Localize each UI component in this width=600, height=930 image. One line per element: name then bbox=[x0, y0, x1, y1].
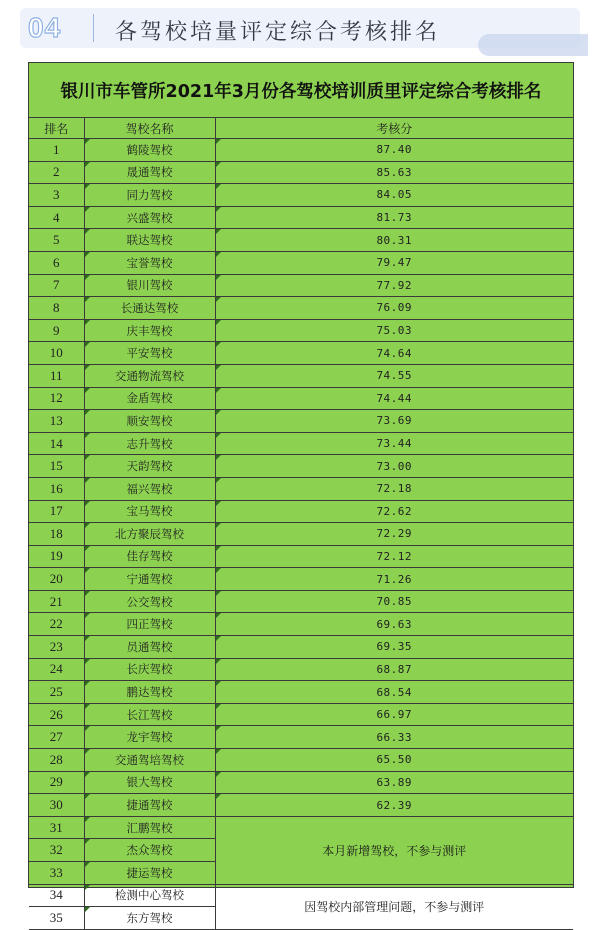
table-row bbox=[29, 523, 573, 546]
score-cell: 73.00 bbox=[215, 455, 573, 478]
score-cell: 69.63 bbox=[215, 613, 573, 636]
table-row bbox=[29, 816, 573, 839]
score-cell: 74.55 bbox=[215, 364, 573, 387]
score-cell: 84.05 bbox=[215, 184, 573, 207]
rank-cell: 2 bbox=[29, 161, 84, 184]
table-row bbox=[29, 387, 573, 410]
school-name-cell: 长通达驾校 bbox=[84, 297, 215, 320]
school-name-cell: 天韵驾校 bbox=[84, 455, 215, 478]
score-cell: 76.09 bbox=[215, 297, 573, 320]
rank-cell: 17 bbox=[29, 500, 84, 523]
score-cell: 79.47 bbox=[215, 251, 573, 274]
rank-cell: 13 bbox=[29, 410, 84, 433]
section-decoration bbox=[478, 34, 588, 56]
rank-cell: 26 bbox=[29, 703, 84, 726]
school-name-cell: 平安驾校 bbox=[84, 342, 215, 365]
school-name-cell: 福兴驾校 bbox=[84, 477, 215, 500]
score-cell: 80.31 bbox=[215, 229, 573, 252]
rank-cell: 19 bbox=[29, 545, 84, 568]
rank-cell: 3 bbox=[29, 184, 84, 207]
school-name-cell: 公交驾校 bbox=[84, 590, 215, 613]
table-row bbox=[29, 432, 573, 455]
school-name-cell: 顺安驾校 bbox=[84, 410, 215, 433]
table-row bbox=[29, 568, 573, 591]
header-name: 驾校名称 bbox=[84, 118, 215, 139]
rank-cell: 18 bbox=[29, 523, 84, 546]
school-name-cell: 晟通驾校 bbox=[84, 161, 215, 184]
school-name-cell: 兴盛驾校 bbox=[84, 206, 215, 229]
table-row bbox=[29, 613, 573, 636]
school-name-cell: 长庆驾校 bbox=[84, 658, 215, 681]
score-cell: 73.44 bbox=[215, 432, 573, 455]
table-row bbox=[29, 364, 573, 387]
new-schools-note: 本月新增驾校，不参与测评 bbox=[215, 816, 573, 884]
score-cell: 73.69 bbox=[215, 410, 573, 433]
school-name-cell: 鹤陵驾校 bbox=[84, 139, 215, 162]
rank-cell: 33 bbox=[29, 862, 84, 885]
score-cell: 66.97 bbox=[215, 703, 573, 726]
school-name-cell: 四正驾校 bbox=[84, 613, 215, 636]
section-title: 各驾校培量评定综合考核排名 bbox=[115, 20, 441, 45]
table-row bbox=[29, 455, 573, 478]
school-name-cell: 交通物流驾校 bbox=[84, 364, 215, 387]
header-score: 考核分 bbox=[215, 118, 573, 139]
score-cell: 71.26 bbox=[215, 568, 573, 591]
rank-cell: 12 bbox=[29, 387, 84, 410]
table-row bbox=[29, 139, 573, 162]
school-name-cell: 庆丰驾校 bbox=[84, 319, 215, 342]
table-row bbox=[29, 410, 573, 433]
score-cell: 72.18 bbox=[215, 477, 573, 500]
school-name-cell: 龙宇驾校 bbox=[84, 726, 215, 749]
table-row bbox=[29, 161, 573, 184]
rank-cell: 24 bbox=[29, 658, 84, 681]
score-cell: 74.44 bbox=[215, 387, 573, 410]
rank-cell: 20 bbox=[29, 568, 84, 591]
rank-cell: 1 bbox=[29, 139, 84, 162]
school-name-cell: 杰众驾校 bbox=[84, 839, 215, 862]
table-row bbox=[29, 658, 573, 681]
section-divider bbox=[93, 14, 94, 42]
rank-cell: 34 bbox=[29, 884, 84, 907]
rank-cell: 35 bbox=[29, 907, 84, 930]
score-cell: 65.50 bbox=[215, 749, 573, 772]
table-row bbox=[29, 794, 573, 817]
table-row bbox=[29, 726, 573, 749]
rank-cell: 22 bbox=[29, 613, 84, 636]
score-cell: 68.87 bbox=[215, 658, 573, 681]
rank-cell: 10 bbox=[29, 342, 84, 365]
table-row bbox=[29, 251, 573, 274]
rank-cell: 15 bbox=[29, 455, 84, 478]
table-row bbox=[29, 319, 573, 342]
school-name-cell: 交通驾培驾校 bbox=[84, 749, 215, 772]
section-header bbox=[20, 8, 580, 48]
table-row bbox=[29, 636, 573, 659]
score-cell: 75.03 bbox=[215, 319, 573, 342]
ranking-table bbox=[28, 62, 574, 925]
rank-cell: 6 bbox=[29, 251, 84, 274]
school-name-cell: 宁通驾校 bbox=[84, 568, 215, 591]
school-name-cell: 员通驾校 bbox=[84, 636, 215, 659]
school-name-cell: 捷通驾校 bbox=[84, 794, 215, 817]
school-name-cell: 检测中心驾校 bbox=[84, 884, 215, 907]
table-row bbox=[29, 703, 573, 726]
score-cell: 87.40 bbox=[215, 139, 573, 162]
rank-cell: 30 bbox=[29, 794, 84, 817]
score-cell: 66.33 bbox=[215, 726, 573, 749]
school-name-cell: 金盾驾校 bbox=[84, 387, 215, 410]
table-row bbox=[29, 500, 573, 523]
score-cell: 81.73 bbox=[215, 206, 573, 229]
school-name-cell: 银川驾校 bbox=[84, 274, 215, 297]
school-name-cell: 长江驾校 bbox=[84, 703, 215, 726]
score-cell: 72.29 bbox=[215, 523, 573, 546]
rank-cell: 14 bbox=[29, 432, 84, 455]
school-name-cell: 汇鹏驾校 bbox=[84, 816, 215, 839]
score-cell: 72.12 bbox=[215, 545, 573, 568]
school-name-cell: 志升驾校 bbox=[84, 432, 215, 455]
rank-cell: 9 bbox=[29, 319, 84, 342]
table-row bbox=[29, 545, 573, 568]
score-cell: 70.85 bbox=[215, 590, 573, 613]
ranking-grid bbox=[29, 118, 573, 930]
table-row bbox=[29, 590, 573, 613]
table-row bbox=[29, 297, 573, 320]
score-cell: 85.63 bbox=[215, 161, 573, 184]
school-name-cell: 联达驾校 bbox=[84, 229, 215, 252]
table-row bbox=[29, 206, 573, 229]
rank-cell: 11 bbox=[29, 364, 84, 387]
rank-cell: 21 bbox=[29, 590, 84, 613]
school-name-cell: 北方聚辰驾校 bbox=[84, 523, 215, 546]
section-number: 04 bbox=[28, 12, 62, 43]
table-title: 银川市车管所2021年3月份各驾校培训质里评定综合考核排名 bbox=[29, 63, 573, 118]
rank-cell: 8 bbox=[29, 297, 84, 320]
score-cell: 63.89 bbox=[215, 771, 573, 794]
rank-cell: 16 bbox=[29, 477, 84, 500]
rank-cell: 23 bbox=[29, 636, 84, 659]
school-name-cell: 佳存驾校 bbox=[84, 545, 215, 568]
rank-cell: 27 bbox=[29, 726, 84, 749]
school-name-cell: 银大驾校 bbox=[84, 771, 215, 794]
table-row bbox=[29, 771, 573, 794]
table-row bbox=[29, 884, 573, 907]
management-issue-note: 因驾校内部管理问题，不参与测评 bbox=[215, 884, 573, 929]
score-cell: 69.35 bbox=[215, 636, 573, 659]
rank-cell: 4 bbox=[29, 206, 84, 229]
rank-cell: 31 bbox=[29, 816, 84, 839]
school-name-cell: 同力驾校 bbox=[84, 184, 215, 207]
school-name-cell: 捷运驾校 bbox=[84, 862, 215, 885]
school-name-cell: 鹏达驾校 bbox=[84, 681, 215, 704]
rank-cell: 7 bbox=[29, 274, 84, 297]
table-row bbox=[29, 274, 573, 297]
table-row bbox=[29, 229, 573, 252]
table-row bbox=[29, 477, 573, 500]
rank-cell: 32 bbox=[29, 839, 84, 862]
rank-cell: 5 bbox=[29, 229, 84, 252]
header-row bbox=[29, 118, 573, 139]
score-cell: 74.64 bbox=[215, 342, 573, 365]
table-row bbox=[29, 681, 573, 704]
school-name-cell: 宝马驾校 bbox=[84, 500, 215, 523]
rank-cell: 29 bbox=[29, 771, 84, 794]
score-cell: 62.39 bbox=[215, 794, 573, 817]
school-name-cell: 宝誉驾校 bbox=[84, 251, 215, 274]
header-rank: 排名 bbox=[29, 118, 84, 139]
table-row bbox=[29, 342, 573, 365]
rank-cell: 25 bbox=[29, 681, 84, 704]
score-cell: 72.62 bbox=[215, 500, 573, 523]
table-row bbox=[29, 749, 573, 772]
school-name-cell: 东方驾校 bbox=[84, 907, 215, 930]
table-row bbox=[29, 184, 573, 207]
score-cell: 68.54 bbox=[215, 681, 573, 704]
score-cell: 77.92 bbox=[215, 274, 573, 297]
rank-cell: 28 bbox=[29, 749, 84, 772]
